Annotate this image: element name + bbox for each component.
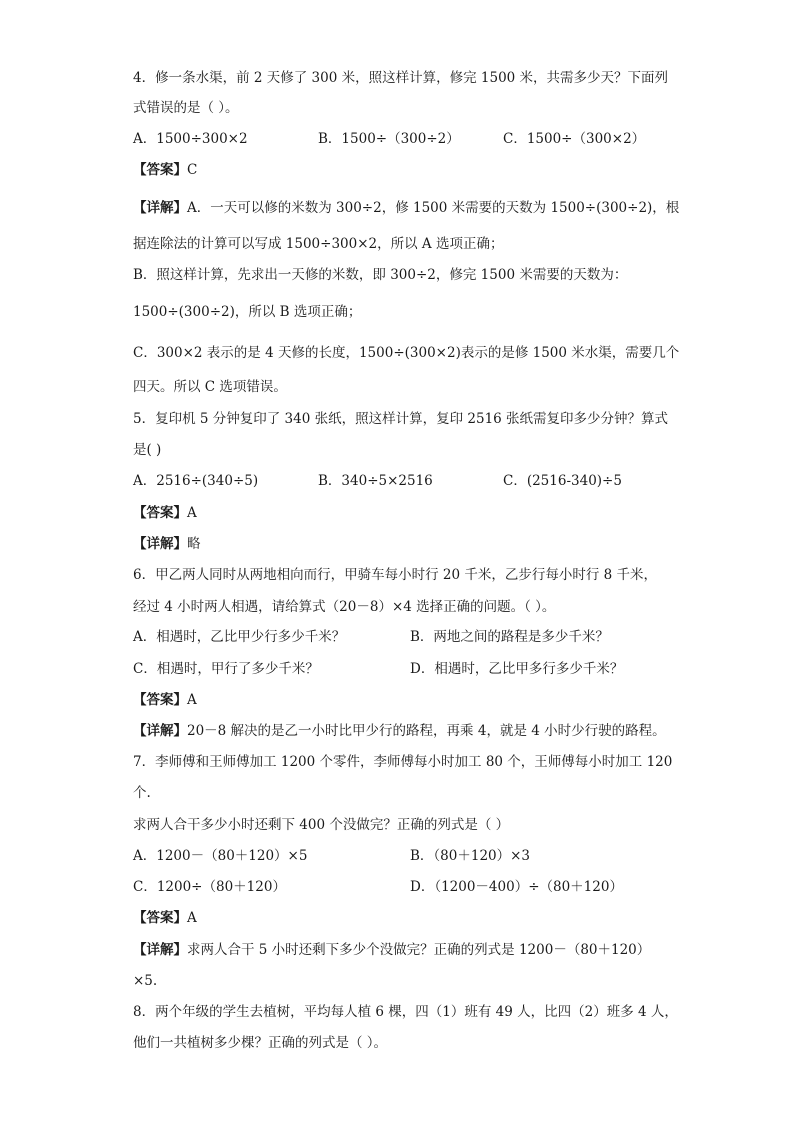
q7-stem-line2: 个. [133,785,151,801]
q6-option-c: C．相遇时，甲行了多少千米？ [133,661,319,677]
q4-detail-line5: C．300×2 表示的是 4 天修的长度，1500÷(300×2)表示的是修 1500 米水渠，需要几个 [133,345,680,361]
q5-stem-line1: 5．复印机 5 分钟复印了 340 张纸，照这样计算，复印 2516 张纸需复印多少分钟？算式 [133,411,669,427]
q4-option-b: B．1500÷（300÷2） [318,131,460,147]
q5-option-b: B．340÷5×2516 [318,473,433,489]
q5-option-c: C．(2516-340)÷5 [503,473,622,489]
q4-stem-line2: 式错误的是（ ）。 [133,100,239,116]
q4-detail-line2: 据连除法的计算可以写成 1500÷300×2，所以 A 选项正确； [133,236,504,252]
q7-option-b: B．（80＋120）×3 [410,848,531,864]
q5-stem-line2: 是( ) [133,442,162,458]
q7-stem-line3: 求两人合干多少小时还剩下 400 个没做完？正确的列式是（ ） [133,817,510,833]
q8-stem-line2: 他们一共植树多少棵？正确的列式是（ ）。 [133,1035,388,1051]
q6-option-d: D．相遇时，乙比甲多行多少千米？ [410,661,624,677]
q7-detail-line2: ×5. [133,973,158,989]
q7-option-c: C．1200÷（80＋120） [133,879,286,895]
q4-option-a: A．1500÷300×2 [133,131,248,147]
q4-detail-line3: B．照这样计算，先求出一天修的米数，即 300÷2，修完 1500 米需要的天数为： [133,267,628,283]
q5-answer: 【答案】A [133,505,197,521]
q8-stem-line1: 8．两个年级的学生去植树，平均每人植 6 棵，四（1）班有 49 人，比四（2）班多 4 人， [133,1004,678,1020]
q7-stem-line1: 7．李师傅和王师傅加工 1200 个零件，李师傅每小时加工 80 个，王师傅每小时加工 120 [133,754,673,770]
q4-detail-line1: 【详解】A．一天可以修的米数为 300÷2，修 1500 米需要的天数为 1500÷(300÷2)，根 [133,200,680,216]
q5-option-a: A．2516÷(340÷5) [133,473,259,489]
q4-option-c: C．1500÷（300×2） [503,131,646,147]
q4-detail-line6: 四天。所以 C 选项错误。 [133,379,287,395]
q6-answer: 【答案】A [133,692,197,708]
q7-answer: 【答案】A [133,910,197,926]
q4-stem-line1: 4．修一条水渠，前 2 天修了 300 米，照这样计算，修完 1500 米，共需多少天？下面列 [133,70,669,86]
q6-stem-line2: 经过 4 小时两人相遇，请给算式（20－8）×4 选择正确的问题。（ ）。 [133,599,556,615]
q4-detail-line4: 1500÷(300÷2)，所以 B 选项正确； [133,304,362,320]
q6-option-b: B．两地之间的路程是多少千米？ [410,629,609,645]
q7-option-d: D．（1200－400）÷（80＋120） [410,879,623,895]
q5-detail: 【详解】略 [133,536,201,552]
q4-answer: 【答案】C [133,162,198,178]
q6-option-a: A．相遇时，乙比甲少行多少千米？ [133,629,346,645]
q7-option-a: A．1200－（80＋120）×5 [133,848,308,864]
q6-stem-line1: 6．甲乙两人同时从两地相向而行，甲骑车每小时行 20 千米，乙步行每小时行 8 千米， [133,567,658,583]
q7-detail-line1: 【详解】求两人合干 5 小时还剩下多少个没做完？正确的列式是 1200－（80＋120） [133,942,651,958]
q6-detail: 【详解】20－8 解决的是乙一小时比甲少行的路程，再乘 4，就是 4 小时少行驶的路程。 [133,723,666,739]
